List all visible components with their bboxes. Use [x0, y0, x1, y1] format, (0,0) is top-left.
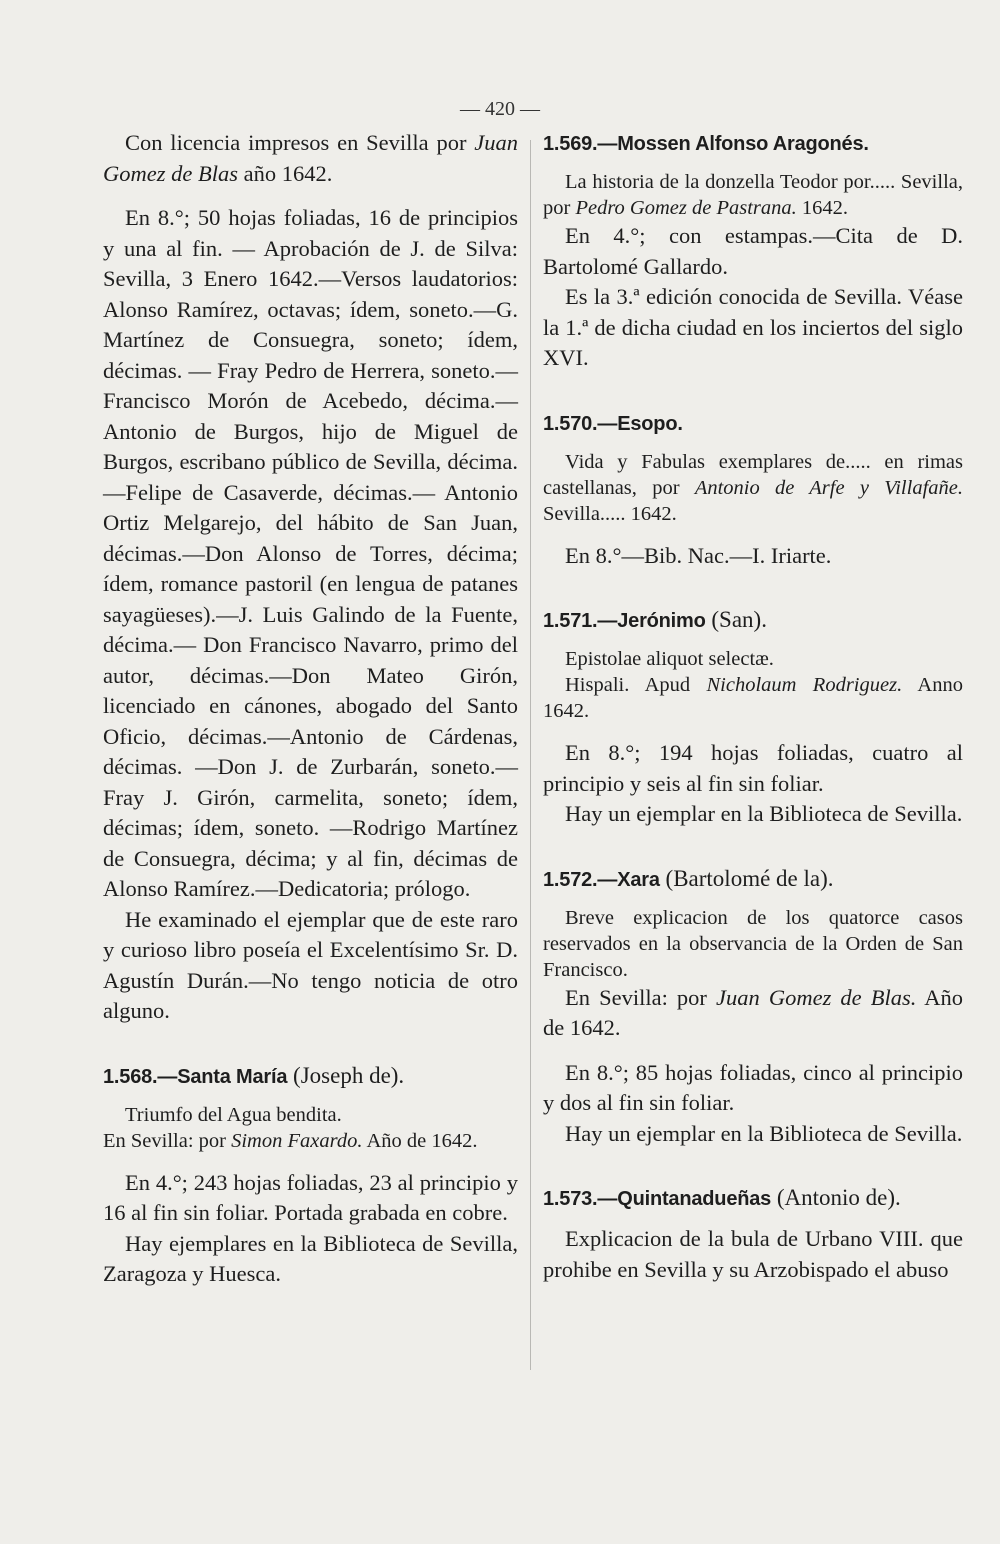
imprint-year: Año de 1642.	[543, 984, 963, 1040]
imprint-text: Hispali. Apud	[565, 674, 707, 696]
title-text: La historia de la donzella Teodor por..... Sevilla, por	[543, 171, 963, 219]
entry-number: 1.573.—	[543, 1188, 618, 1210]
entry-copies: Hay ejemplares en la Biblioteca de Sevilla, Zaragoza y Huesca.	[103, 1230, 518, 1286]
description-paragraph: En 8.°; 50 hojas foliadas, 16 de principios y una al fin. — Aprobación de J. de Silva: Sevilla, 3 Enero 1642.—Versos laudatorios: Alonso Ramírez, octavas; ídem, soneto.—G. Martínez de Consuegra, soneto; ídem, décimas. — Fray Pedro de Herrera, soneto.—Francisco Morón de Acebedo, décima.—Antonio de Burgos, hijo de Miguel de Burgos, escribano público de Sevilla, décima.—Felipe de Casaverde, décimas.— Antonio Ortiz Melgarejo, del hábito de San Juan, décimas.—Don Alonso de Torres, décima; ídem, romance pastoril (en lengua de patanes sayagüeses).—J. Luis Galindo de la Fuente, décima.— Don Francisco Navarro, primo del autor, décimas.—Don Mateo Girón, licenciado en cánones, abogado del Santo Oficio, décimas.—Antonio de Cárdenas, décimas. —Don J. de Zurbarán, soneto.— Fray J. Girón, carmelita, soneto; ídem, décimas; ídem, soneto. —Rodrigo Martínez de Consuegra, décima; y al fin, décimas de Alonso Ramírez.—Dedicatoria; prólogo.	[103, 205, 518, 901]
entry-heading-1571	[543, 605, 963, 636]
entry-description: En 8.°; 194 hojas foliadas, cuatro al principio y seis al fin sin foliar.	[543, 740, 963, 796]
entry-heading-1573	[543, 1183, 963, 1214]
imprint-text: En Sevilla: por	[565, 984, 717, 1010]
entry-description: En 8.°—Bib. Nac.—I. Iriarte.	[565, 542, 832, 568]
entry-author: Xara	[617, 868, 660, 891]
title-printer: Pedro Gomez de Pastrana.	[575, 197, 797, 219]
title-year: Sevilla..... 1642.	[543, 502, 677, 525]
entry-title: Epistolae aliquot selectæ.	[565, 648, 774, 670]
entry-number: 1.569.—	[543, 133, 618, 155]
entry-author: Mossen Alfonso Aragonés.	[617, 133, 869, 155]
entry-heading-1568	[103, 1061, 518, 1092]
imprint-printer: Nicholaum Rodriguez.	[706, 674, 903, 696]
title-year: 1642.	[796, 197, 848, 219]
entry-imprint	[543, 672, 963, 724]
column-divider	[530, 140, 531, 1370]
entry-author: Jerónimo	[617, 610, 706, 632]
imprint-year: Año de 1642.	[362, 1129, 478, 1152]
entry-imprint	[543, 983, 963, 1044]
imprint-text: En Sevilla: por	[103, 1129, 232, 1152]
entry-imprint	[103, 1128, 518, 1154]
imprint-printer: Juan Gomez de Blas.	[716, 984, 917, 1010]
entry-author: Quintanadueñas	[617, 1188, 772, 1210]
entry-author-rest: (Bartolomé de la).	[659, 865, 834, 891]
entry-description: En 4.°; 243 hojas foliadas, 23 al principio y 16 al fin sin foliar. Portada grabada en cobre.	[103, 1169, 518, 1225]
right-column	[543, 128, 963, 1285]
entry-author-rest: (Joseph de).	[287, 1062, 405, 1088]
entry-title: Triumfo del Agua bendita.	[125, 1103, 342, 1126]
printer-name: Juan Gomez de Blas	[103, 130, 518, 186]
entry-author: Santa María	[177, 1065, 288, 1088]
license-year: año 1642.	[237, 160, 333, 186]
imprint-year: Anno 1642.	[543, 674, 963, 722]
entry-number: 1.568.—	[103, 1065, 178, 1088]
page-number: — 420 —	[460, 98, 540, 120]
entry-copies: Hay un ejemplar en la Biblioteca de Sevilla.	[565, 801, 963, 826]
entry-description: En 8.°; 85 hojas foliadas, cinco al principio y dos al fin sin foliar.	[543, 1059, 963, 1115]
entry-title	[543, 169, 963, 221]
title-text: Vida y Fabulas exemplares de..... en rimas castellanas, por	[543, 450, 963, 499]
imprint-printer: Simon Faxardo.	[231, 1129, 363, 1152]
entry-author: Esopo.	[617, 412, 683, 435]
entry-heading-1570	[543, 408, 963, 439]
entry-note: Es la 3.ª edición conocida de Sevilla. Véase la 1.ª de dicha ciudad en los inciertos del siglo XVI.	[543, 284, 963, 370]
entry-number: 1.571.—	[543, 610, 618, 632]
entry-heading-1572	[543, 864, 963, 895]
entry-title	[543, 449, 963, 527]
entry-heading-1569	[543, 128, 963, 159]
note-paragraph: He examinado el ejemplar que de este raro y curioso libro poseía el Excelentísimo Sr. D. Agustín Durán.—No tengo noticia de otro alguno.	[103, 906, 518, 1023]
entry-title: Breve explicacion de los quatorce casos reservados en la observancia de la Orden de San Francisco.	[543, 906, 963, 981]
title-author: Antonio de Arfe y Villafañe.	[694, 476, 963, 499]
entry-number: 1.572.—	[543, 868, 618, 891]
entry-copies: Hay un ejemplar en la Biblioteca de Sevilla.	[565, 1120, 963, 1146]
license-text: Con licencia impresos en Sevilla por	[125, 130, 475, 155]
entry-title: Explicacion de la bula de Urbano VIII. que prohibe en Sevilla y su Arzobispado el abuso	[543, 1226, 963, 1282]
entry-description: En 4.°; con estampas.—Cita de D. Bartolomé Gallardo.	[543, 223, 963, 279]
entry-number: 1.570.—	[543, 412, 618, 435]
entry-author-rest: (San).	[705, 607, 767, 632]
entry-author-rest: (Antonio de).	[771, 1185, 901, 1210]
license-paragraph	[103, 128, 518, 189]
left-column	[103, 128, 518, 1290]
